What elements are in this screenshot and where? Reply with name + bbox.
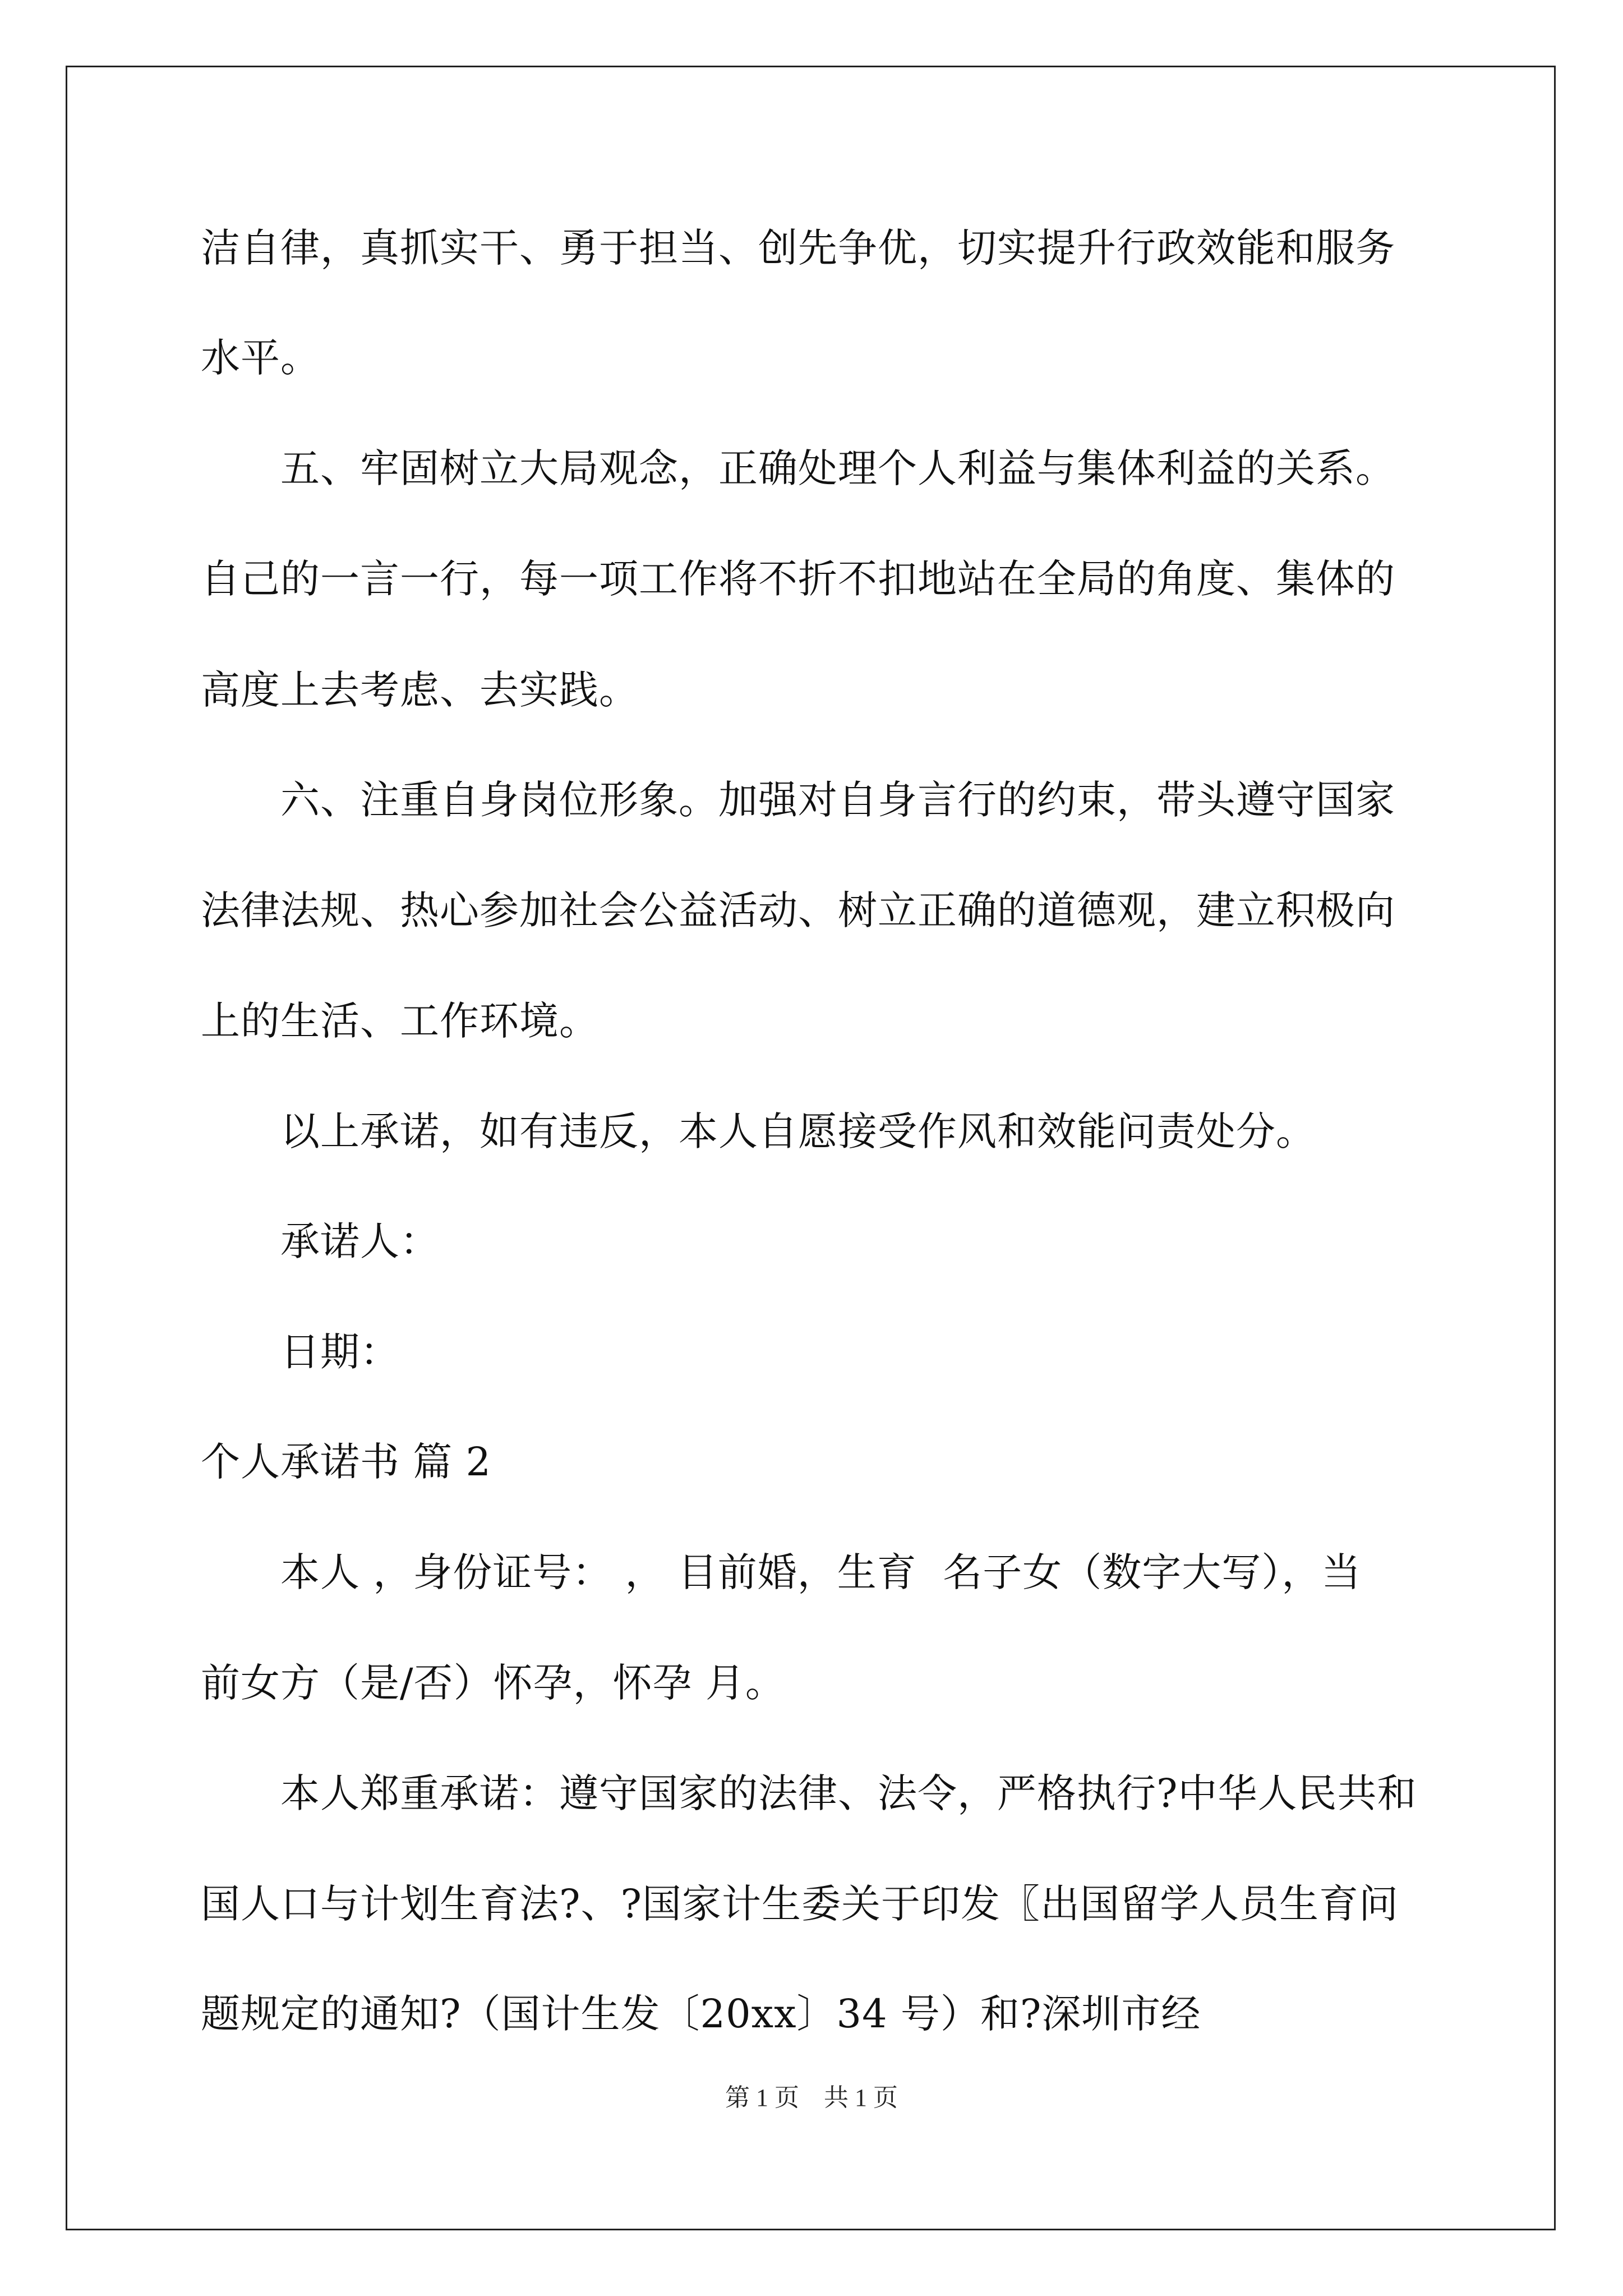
body-line: 日期： [201, 1329, 400, 1375]
body-line: 水平。 [201, 335, 320, 381]
body-line: 上的生活、工作环境。 [201, 998, 599, 1044]
body-line: 自己的一言一行，每一项工作将不折不扣地站在全局的角度、集体的 [201, 556, 1395, 602]
section-heading: 个人承诺书 篇 2 [201, 1439, 492, 1485]
body-line: 题规定的通知?（国计生发〔20xx〕34 号）和?深圳市经 [201, 1991, 1201, 2037]
body-line: 法律法规、热心参加社会公益活动、树立正确的道德观，建立积极向 [201, 887, 1395, 933]
page-footer: 第 1 页 共 1 页 [725, 2084, 898, 2111]
body-line: 五、牢固树立大局观念，正确处理个人利益与集体利益的关系。 [201, 445, 1395, 491]
body-line: 前女方（是/否）怀孕，怀孕 月。 [201, 1660, 785, 1706]
body-line: 洁自律，真抓实干、勇于担当、创先争优，切实提升行政效能和服务 [201, 225, 1395, 271]
body-line: 以上承诺，如有违反，本人自愿接受作风和效能问责处分。 [201, 1108, 1316, 1154]
body-line: 国人口与计划生育法?、?国家计生委关于印发〖出国留学人员生育问 [201, 1881, 1399, 1927]
body-line: 承诺人： [201, 1218, 440, 1264]
body-line: 六、注重自身岗位形象。加强对自身言行的约束，带头遵守国家 [201, 777, 1395, 823]
body-line: 本人郑重承诺：遵守国家的法律、法令，严格执行?中华人民共和 [201, 1770, 1417, 1816]
body-line: 高度上去考虑、去实践。 [201, 667, 639, 713]
body-line: 本人 ，身份证号： ， 目前婚，生育 名子女（数字大写），当 [201, 1549, 1362, 1595]
